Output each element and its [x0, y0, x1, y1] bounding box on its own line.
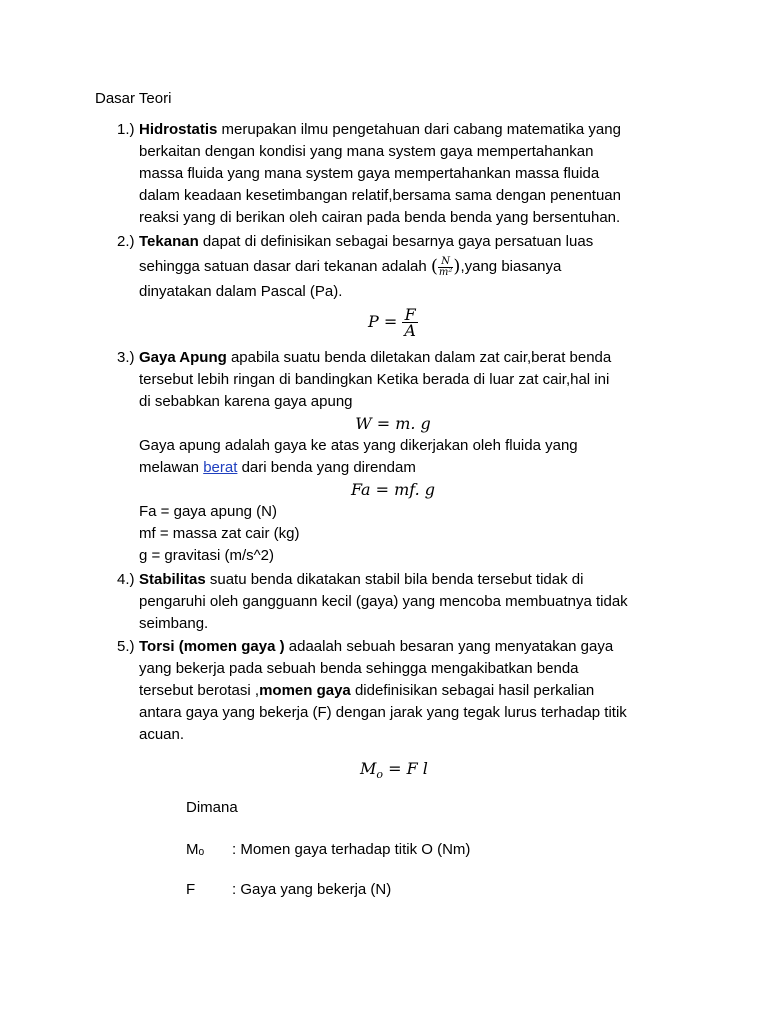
text-line: adaalah sebuah besaran yang menyatakan gaya: [284, 638, 614, 655]
weight-equation: W = m. g: [355, 414, 431, 433]
text-line: acuan.: [139, 726, 185, 743]
symbol: Mₒ: [186, 841, 205, 858]
pressure-equation: [99, 305, 687, 341]
text-line: yang bekerja pada sebuah benda sehingga mengakibatkan benda: [139, 660, 579, 677]
text-line: berkaitan dengan kondisi yang mana system gaya mempertahankan: [139, 143, 594, 160]
unit-denominator: m²: [438, 266, 453, 278]
equation-rest: = F l: [383, 759, 428, 778]
text-line: massa fluida yang mana system gaya mempertahankan massa fluida: [139, 165, 600, 182]
text-line: ,yang biasanya: [460, 258, 562, 275]
definition-line: mf = massa zat cair (kg): [139, 525, 300, 542]
list-item-torsi: [117, 636, 687, 746]
text-line: pengaruhi oleh gangguann kecil (gaya) yang mencoba membuatnya tidak: [139, 593, 628, 610]
text-line: di sebabkan karena gaya apung: [139, 393, 353, 410]
list-item-stabilitas: [117, 569, 687, 635]
paren-open: (: [430, 256, 438, 278]
text-line: tersebut lebih ringan di bandingkan Ketika berada di luar zat cair,hal ini: [139, 371, 610, 388]
equation-denominator: A: [404, 321, 416, 341]
text-line: sehingga satuan dasar dari tekanan adalah: [139, 258, 431, 275]
term-torsi: Torsi (momen gaya ): [139, 638, 285, 655]
text-line: dinyatakan dalam Pascal (Pa).: [139, 283, 343, 301]
equation-subscript: o: [376, 768, 384, 782]
symbol-description: : Momen gaya terhadap titik O (Nm): [232, 841, 471, 858]
text-line: reaksi yang di berikan oleh cairan pada benda benda yang bersentuhan.: [139, 209, 621, 226]
item-number: 3.): [117, 349, 135, 366]
text-line: melawan: [139, 459, 204, 476]
term-gaya-apung: Gaya Apung: [139, 349, 227, 366]
definition-line: g = gravitasi (m/s^2): [139, 547, 274, 564]
text-line: Gaya apung adalah gaya ke atas yang dikerjakan oleh fluida yang: [139, 437, 578, 454]
text-line: seimbang.: [139, 615, 209, 632]
torque-equation: [360, 758, 428, 786]
item-number: 4.): [117, 571, 135, 588]
definition-line: Fa = gaya apung (N): [139, 503, 277, 520]
text-line: dalam keadaan kesetimbangan relatif,bersama sama dengan penentuan: [139, 187, 621, 204]
text-line: apabila suatu benda diletakan dalam zat cair,berat benda: [226, 349, 612, 366]
equation-m: M: [360, 759, 377, 778]
term-hidrostatis: Hidrostatis: [139, 121, 218, 138]
page-title: Dasar Teori: [95, 90, 172, 107]
list-item-gaya-apung: [117, 347, 687, 567]
unit-numerator: N: [438, 257, 454, 268]
equation-lhs: P =: [368, 312, 403, 332]
symbol: F: [186, 881, 196, 898]
item-number: 1.): [117, 121, 135, 138]
symbol-description: : Gaya yang bekerja (N): [232, 881, 392, 898]
paren-close: ): [453, 256, 461, 278]
term-stabilitas: Stabilitas: [139, 571, 206, 588]
list-item-hidrostatis: [117, 119, 687, 229]
text-line: dari benda yang direndam: [237, 459, 416, 476]
buoyancy-equation: Fa = mf. g: [350, 480, 436, 499]
item-number: 5.): [117, 638, 135, 655]
unit-fraction: [438, 257, 454, 278]
term-tekanan: Tekanan: [139, 233, 199, 250]
text-line: dapat di definisikan sebagai besarnya gaya persatuan luas: [198, 233, 594, 250]
text-line: antara gaya yang bekerja (F) dengan jarak yang tegak lurus terhadap titik: [139, 704, 627, 721]
term-momen-gaya: momen gaya: [259, 682, 351, 699]
equation-fraction: [402, 305, 418, 341]
berat-link[interactable]: berat: [203, 459, 238, 476]
item-number: 2.): [117, 233, 135, 250]
where-label: Dimana: [186, 799, 238, 816]
text-line: suatu benda dikatakan stabil bila benda tersebut tidak di: [205, 571, 584, 588]
text-line: merupakan ilmu pengetahuan dari cabang matematika yang: [217, 121, 621, 138]
equation-numerator: F: [402, 307, 418, 323]
text-line: tersebut berotasi ,: [139, 682, 260, 699]
text-line: didefinisikan sebagai hasil perkalian: [350, 682, 595, 699]
list-item-tekanan: [117, 231, 687, 341]
